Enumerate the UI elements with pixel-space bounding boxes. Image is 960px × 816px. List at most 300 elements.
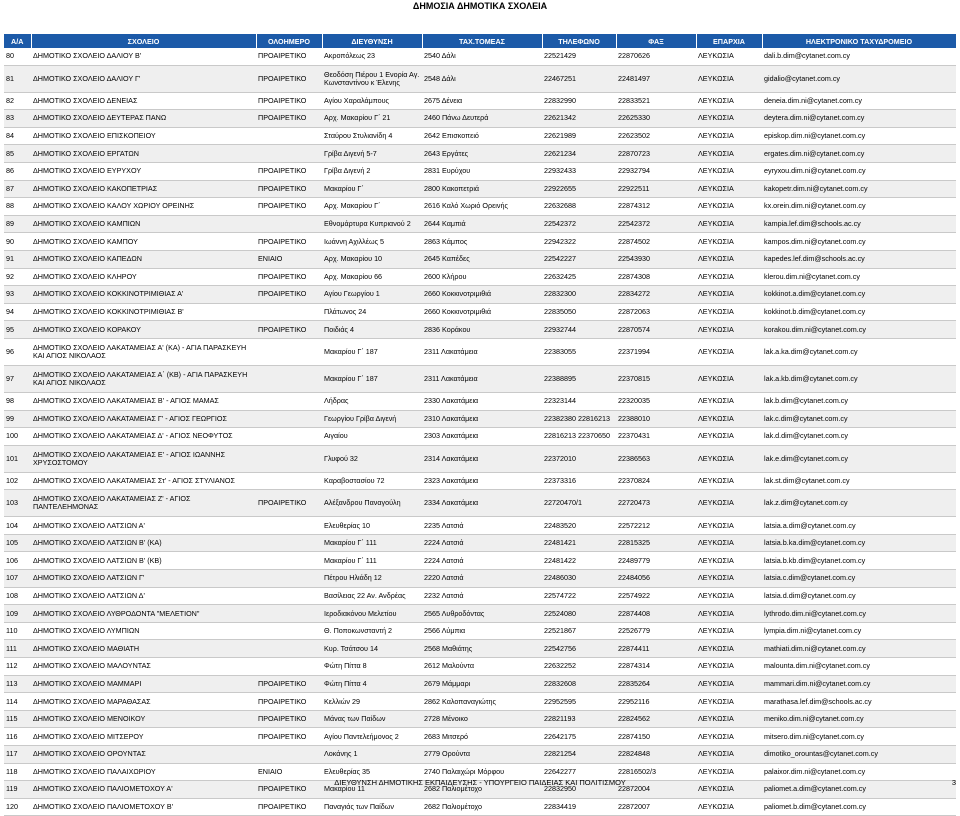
cell-district: ΛΕΥΚΩΣΙΑ — [696, 587, 762, 605]
cell-aa: 111 — [4, 640, 31, 658]
cell-postal: 2330 Λακατάμεια — [422, 392, 542, 410]
cell-fax: 22370431 — [616, 428, 696, 446]
cell-postal: 2220 Λατσιά — [422, 570, 542, 588]
cell-email: lak.z.dim@cytanet.com.cy — [762, 490, 956, 517]
cell-fullday: ΠΡΟΑΙΡΕΤΙΚΟ — [256, 781, 322, 799]
cell-district: ΛΕΥΚΩΣΙΑ — [696, 428, 762, 446]
cell-address: Ποιδιάς 4 — [322, 321, 422, 339]
cell-aa: 98 — [4, 392, 31, 410]
table-row — [4, 472, 956, 490]
table-row — [4, 410, 956, 428]
cell-postal: 2675 Δένεια — [422, 92, 542, 110]
table-row — [4, 65, 956, 92]
header-col-fullday: ΟΛΟΗΜΕΡΟ — [256, 34, 322, 48]
table-row — [4, 552, 956, 570]
cell-phone: 22821254 — [542, 746, 616, 764]
cell-fullday: ΠΡΟΑΙΡΕΤΙΚΟ — [256, 48, 322, 65]
cell-postal: 2311 Λακατάμεια — [422, 365, 542, 392]
cell-school: ΔΗΜΟΤΙΚΟ ΣΧΟΛΕΙΟ ΛΥΘΡΟΔΟΝΤΑ "ΜΕΛΕΤΙΟΝ" — [31, 605, 256, 623]
cell-postal: 2683 Μιτσερό — [422, 728, 542, 746]
cell-address: Πλάτωνος 24 — [322, 303, 422, 321]
cell-address: Γρίβα Διγενή 2 — [322, 162, 422, 180]
cell-address: Θεοδόση Πιέρου 1 Ενορία Αγ. Κωνσταντίνου κ Έλενης — [322, 65, 422, 92]
cell-address: Αρχ. Μακαρίου 66 — [322, 268, 422, 286]
cell-postal: 2831 Ευρύχου — [422, 162, 542, 180]
cell-school: ΔΗΜΟΤΙΚΟ ΣΧΟΛΕΙΟ ΔΕΝΕΙΑΣ — [31, 92, 256, 110]
cell-fullday: ΠΡΟΑΙΡΕΤΙΚΟ — [256, 490, 322, 517]
cell-district: ΛΕΥΚΩΣΙΑ — [696, 675, 762, 693]
cell-fullday — [256, 215, 322, 233]
cell-aa: 118 — [4, 763, 31, 781]
cell-fullday — [256, 127, 322, 145]
cell-aa: 106 — [4, 552, 31, 570]
cell-district: ΛΕΥΚΩΣΙΑ — [696, 303, 762, 321]
cell-aa: 93 — [4, 286, 31, 304]
cell-postal: 2643 Εργάτες — [422, 145, 542, 163]
cell-phone: 22632252 — [542, 658, 616, 676]
cell-phone: 22373316 — [542, 472, 616, 490]
cell-school: ΔΗΜΟΤΙΚΟ ΣΧΟΛΕΙΟ ΔΑΛΙΟΥ Γ' — [31, 65, 256, 92]
cell-address: Καραβοστασίου 72 — [322, 472, 422, 490]
cell-district: ΛΕΥΚΩΣΙΑ — [696, 145, 762, 163]
cell-address: Πέτρου Ηλιάδη 12 — [322, 570, 422, 588]
table-row — [4, 658, 956, 676]
cell-fullday: ΠΡΟΑΙΡΕΤΙΚΟ — [256, 693, 322, 711]
cell-district: ΛΕΥΚΩΣΙΑ — [696, 48, 762, 65]
cell-fax: 22824562 — [616, 710, 696, 728]
cell-fullday: ΠΡΟΑΙΡΕΤΙΚΟ — [256, 198, 322, 216]
cell-school: ΔΗΜΟΤΙΚΟ ΣΧΟΛΕΙΟ ΜΑΛΟΥΝΤΑΣ — [31, 658, 256, 676]
cell-email: kakopetr.dim.ni@cytanet.com.cy — [762, 180, 956, 198]
cell-phone: 22542756 — [542, 640, 616, 658]
cell-school: ΔΗΜΟΤΙΚΟ ΣΧΟΛΕΙΟ ΠΑΛΑΙΧΩΡΙΟΥ — [31, 763, 256, 781]
cell-postal: 2642 Επισκοπειό — [422, 127, 542, 145]
cell-phone: 22832950 — [542, 781, 616, 799]
cell-aa: 96 — [4, 338, 31, 365]
cell-aa: 110 — [4, 622, 31, 640]
cell-postal: 2334 Λακατάμεια — [422, 490, 542, 517]
cell-fullday — [256, 428, 322, 446]
cell-school: ΔΗΜΟΤΙΚΟ ΣΧΟΛΕΙΟ ΕΠΙΣΚΟΠΕΙΟΥ — [31, 127, 256, 145]
cell-email: kokkinot.b.dim@cytanet.com.cy — [762, 303, 956, 321]
cell-postal: 2682 Παλιομέτοχο — [422, 781, 542, 799]
cell-postal: 2310 Λακατάμεια — [422, 410, 542, 428]
table-row — [4, 605, 956, 623]
cell-address: Σταύρου Στυλιανίδη 4 — [322, 127, 422, 145]
cell-district: ΛΕΥΚΩΣΙΑ — [696, 410, 762, 428]
cell-phone: 22521429 — [542, 48, 616, 65]
cell-fax: 22388010 — [616, 410, 696, 428]
cell-district: ΛΕΥΚΩΣΙΑ — [696, 365, 762, 392]
cell-email: lak.e.dim@cytanet.com.cy — [762, 445, 956, 472]
cell-school: ΔΗΜΟΤΙΚΟ ΣΧΟΛΕΙΟ ΛΑΚΑΤΑΜΕΙΑΣ Δ' - ΑΓΙΟΣ ΝΕΟΦΥΤΟΣ — [31, 428, 256, 446]
cell-fax: 22824848 — [616, 746, 696, 764]
table-row — [4, 693, 956, 711]
cell-district: ΛΕΥΚΩΣΙΑ — [696, 127, 762, 145]
cell-fax: 22489779 — [616, 552, 696, 570]
cell-school: ΔΗΜΟΤΙΚΟ ΣΧΟΛΕΙΟ ΛΥΜΠΙΩΝ — [31, 622, 256, 640]
table-row — [4, 268, 956, 286]
cell-fullday — [256, 570, 322, 588]
cell-fullday: ΠΡΟΑΙΡΕΤΙΚΟ — [256, 321, 322, 339]
cell-fax: 22874502 — [616, 233, 696, 251]
cell-postal: 2460 Πάνω Δευτερά — [422, 110, 542, 128]
cell-fax: 22623502 — [616, 127, 696, 145]
document-footer: ΔΙΕΥΘΥΝΣΗ ΔΗΜΟΤΙΚΗΣ ΕΚΠΑΙΔΕΥΣΗΣ - ΥΠΟΥΡΓΕΙΟ ΠΑΙΔΕΙΑΣ ΚΑΙ ΠΟΛΙΤΙΣΜΟΥ — [334, 778, 626, 787]
table-row — [4, 338, 956, 365]
cell-postal: 2800 Κακοπετριά — [422, 180, 542, 198]
table-row — [4, 48, 956, 65]
table-row — [4, 286, 956, 304]
cell-aa: 88 — [4, 198, 31, 216]
cell-fax: 22320035 — [616, 392, 696, 410]
cell-email: kampos.dim.ni@cytanet.com.cy — [762, 233, 956, 251]
cell-school: ΔΗΜΟΤΙΚΟ ΣΧΟΛΕΙΟ ΔΕΥΤΕΡΑΣ ΠΑΝΩ — [31, 110, 256, 128]
cell-email: lak.a.ka.dim@cytanet.com.cy — [762, 338, 956, 365]
table-row — [4, 490, 956, 517]
cell-email: meniko.dim.ni@cytanet.com.cy — [762, 710, 956, 728]
cell-fax: 22370815 — [616, 365, 696, 392]
cell-school: ΔΗΜΟΤΙΚΟ ΣΧΟΛΕΙΟ ΜΑΡΑΘΑΣΑΣ — [31, 693, 256, 711]
cell-fax: 22870574 — [616, 321, 696, 339]
cell-aa: 83 — [4, 110, 31, 128]
cell-aa: 89 — [4, 215, 31, 233]
cell-fullday — [256, 472, 322, 490]
cell-address: Γλυφού 32 — [322, 445, 422, 472]
cell-phone: 22467251 — [542, 65, 616, 92]
cell-aa: 84 — [4, 127, 31, 145]
cell-address: Αρχ. Μακαρίου Γ΄ — [322, 198, 422, 216]
table-row — [4, 365, 956, 392]
cell-district: ΛΕΥΚΩΣΙΑ — [696, 798, 762, 816]
cell-postal: 2660 Κοκκινοτριμιθιά — [422, 303, 542, 321]
cell-address: Μακαρίου Γ΄ 187 — [322, 338, 422, 365]
cell-address: Αγίου Χαραλάμπους — [322, 92, 422, 110]
cell-phone: 22832300 — [542, 286, 616, 304]
cell-aa: 109 — [4, 605, 31, 623]
cell-phone: 22521867 — [542, 622, 616, 640]
table-row — [4, 622, 956, 640]
page-number: 3 — [951, 778, 956, 787]
cell-email: latsia.c.dim@cytanet.com.cy — [762, 570, 956, 588]
cell-fullday — [256, 552, 322, 570]
table-row — [4, 233, 956, 251]
table-row — [4, 798, 956, 816]
cell-fax: 22484056 — [616, 570, 696, 588]
cell-fax: 22542372 — [616, 215, 696, 233]
cell-district: ΛΕΥΚΩΣΙΑ — [696, 517, 762, 535]
cell-fullday — [256, 587, 322, 605]
cell-postal: 2303 Λακατάμεια — [422, 428, 542, 446]
cell-address: Λήδρας — [322, 392, 422, 410]
table-row — [4, 303, 956, 321]
cell-aa: 104 — [4, 517, 31, 535]
cell-address: Αλέξανδρου Παναγούλη — [322, 490, 422, 517]
cell-fax: 22543930 — [616, 250, 696, 268]
cell-email: latsia.a.dim@cytanet.com.cy — [762, 517, 956, 535]
cell-school: ΔΗΜΟΤΙΚΟ ΣΧΟΛΕΙΟ ΜΑΘΙΑΤΗ — [31, 640, 256, 658]
cell-aa: 112 — [4, 658, 31, 676]
cell-fullday — [256, 517, 322, 535]
cell-address: Εθνομάρτυρα Κυπριανού 2 — [322, 215, 422, 233]
cell-address: Κελλιών 29 — [322, 693, 422, 711]
cell-address: Αρχ. Μακαρίου 10 — [322, 250, 422, 268]
cell-fullday: ΠΡΟΑΙΡΕΤΙΚΟ — [256, 798, 322, 816]
cell-address: Αρχ. Μακαρίου Γ΄ 21 — [322, 110, 422, 128]
cell-phone: 22323144 — [542, 392, 616, 410]
cell-school: ΔΗΜΟΤΙΚΟ ΣΧΟΛΕΙΟ ΛΑΚΑΤΑΜΕΙΑΣ Ε' - ΑΓΙΟΣ ΙΩΑΝΝΗΣ ΧΡΥΣΟΣΤΟΜΟΥ — [31, 445, 256, 472]
cell-email: kokkinot.a.dim@cytanet.com.cy — [762, 286, 956, 304]
table-row — [4, 640, 956, 658]
cell-school: ΔΗΜΟΤΙΚΟ ΣΧΟΛΕΙΟ ΜΕΝΟΙΚΟΥ — [31, 710, 256, 728]
cell-fax: 22815325 — [616, 534, 696, 552]
cell-email: kx.orein.dim.ni@cytanet.com.cy — [762, 198, 956, 216]
document-title: ΔΗΜΟΣΙΑ ΔΗΜΟΤΙΚΑ ΣΧΟΛΕΙΑ — [412, 1, 548, 11]
cell-email: dimotiko_orountas@cytanet.com.cy — [762, 746, 956, 764]
cell-address: Μακαρίου Γ΄ 111 — [322, 534, 422, 552]
cell-email: lythrodo.dim.ni@cytanet.com.cy — [762, 605, 956, 623]
table-header-row — [4, 34, 956, 48]
table-row — [4, 534, 956, 552]
cell-email: lak.st.dim@cytanet.com.cy — [762, 472, 956, 490]
cell-aa: 114 — [4, 693, 31, 711]
header-col-aa: Α/Α — [4, 34, 31, 48]
cell-postal: 2323 Λακατάμεια — [422, 472, 542, 490]
cell-aa: 94 — [4, 303, 31, 321]
cell-fullday: ΠΡΟΑΙΡΕΤΙΚΟ — [256, 268, 322, 286]
cell-school: ΔΗΜΟΤΙΚΟ ΣΧΟΛΕΙΟ ΚΟΡΑΚΟΥ — [31, 321, 256, 339]
cell-aa: 120 — [4, 798, 31, 816]
cell-postal: 2863 Κάμπος — [422, 233, 542, 251]
cell-postal: 2679 Μάμμαρι — [422, 675, 542, 693]
cell-district: ΛΕΥΚΩΣΙΑ — [696, 286, 762, 304]
cell-aa: 80 — [4, 48, 31, 65]
cell-email: latsia.d.dim@cytanet.com.cy — [762, 587, 956, 605]
cell-phone: 22952595 — [542, 693, 616, 711]
cell-address: Ακροπόλεως 23 — [322, 48, 422, 65]
cell-fax: 22874408 — [616, 605, 696, 623]
cell-phone: 22816213 22370650 — [542, 428, 616, 446]
cell-email: lak.d.dim@cytanet.com.cy — [762, 428, 956, 446]
cell-fax: 22526779 — [616, 622, 696, 640]
cell-fax: 22386563 — [616, 445, 696, 472]
cell-fullday — [256, 365, 322, 392]
table-row — [4, 92, 956, 110]
cell-email: marathasa.lef.dim@schools.ac.cy — [762, 693, 956, 711]
cell-email: dali.b.dim@cytanet.com.cy — [762, 48, 956, 65]
table-row — [4, 198, 956, 216]
cell-address: Γρίβα Διγενή 5-7 — [322, 145, 422, 163]
cell-fax: 22816502/3 — [616, 763, 696, 781]
cell-phone: 22481421 — [542, 534, 616, 552]
cell-fullday: ΠΡΟΑΙΡΕΤΙΚΟ — [256, 233, 322, 251]
cell-fax: 22872063 — [616, 303, 696, 321]
cell-district: ΛΕΥΚΩΣΙΑ — [696, 693, 762, 711]
table-row — [4, 710, 956, 728]
cell-fullday: ΠΡΟΑΙΡΕΤΙΚΟ — [256, 65, 322, 92]
cell-phone: 22372010 — [542, 445, 616, 472]
cell-postal: 2232 Λατσιά — [422, 587, 542, 605]
table-row — [4, 445, 956, 472]
cell-fullday — [256, 605, 322, 623]
cell-phone: 22542227 — [542, 250, 616, 268]
cell-email: mammari.dim.ni@cytanet.com.cy — [762, 675, 956, 693]
cell-postal: 2660 Κοκκινοτριμιθιά — [422, 286, 542, 304]
cell-district: ΛΕΥΚΩΣΙΑ — [696, 552, 762, 570]
cell-phone: 22621342 — [542, 110, 616, 128]
cell-fullday: ΠΡΟΑΙΡΕΤΙΚΟ — [256, 675, 322, 693]
table-row — [4, 428, 956, 446]
cell-aa: 87 — [4, 180, 31, 198]
cell-aa: 91 — [4, 250, 31, 268]
table-row — [4, 728, 956, 746]
cell-fax: 22835264 — [616, 675, 696, 693]
header-col-email: ΗΛΕΚΤΡΟΝΙΚΟ ΤΑΧΥΔΡΟΜΕΙΟ — [762, 34, 956, 48]
cell-district: ΛΕΥΚΩΣΙΑ — [696, 472, 762, 490]
cell-fullday — [256, 145, 322, 163]
cell-email: latsia.b.kb.dim@cytanet.com.cy — [762, 552, 956, 570]
cell-district: ΛΕΥΚΩΣΙΑ — [696, 268, 762, 286]
cell-email: ergates.dim.ni@cytanet.com.cy — [762, 145, 956, 163]
cell-district: ΛΕΥΚΩΣΙΑ — [696, 763, 762, 781]
cell-fax: 22874312 — [616, 198, 696, 216]
cell-school: ΔΗΜΟΤΙΚΟ ΣΧΟΛΕΙΟ ΚΟΚΚΙΝΟΤΡΙΜΙΘΙΑΣ Β' — [31, 303, 256, 321]
cell-phone: 22922655 — [542, 180, 616, 198]
cell-school: ΔΗΜΟΤΙΚΟ ΣΧΟΛΕΙΟ ΛΑΚΑΤΑΜΕΙΑΣ Α΄ (ΚΒ) - ΑΓΙΑ ΠΑΡΑΣΚΕΥΗ ΚΑΙ ΑΓΙΟΣ ΝΙΚΟΛΑΟΣ — [31, 365, 256, 392]
cell-email: lak.a.kb.dim@cytanet.com.cy — [762, 365, 956, 392]
cell-fullday: ΠΡΟΑΙΡΕΤΙΚΟ — [256, 710, 322, 728]
cell-fullday — [256, 746, 322, 764]
cell-phone: 22942322 — [542, 233, 616, 251]
table-row — [4, 110, 956, 128]
cell-phone: 22621989 — [542, 127, 616, 145]
cell-fullday: ΠΡΟΑΙΡΕΤΙΚΟ — [256, 286, 322, 304]
cell-district: ΛΕΥΚΩΣΙΑ — [696, 215, 762, 233]
cell-address: Φώτη Πίττα 8 — [322, 658, 422, 676]
cell-district: ΛΕΥΚΩΣΙΑ — [696, 640, 762, 658]
cell-address: Θ. Ποποκωνσταντή 2 — [322, 622, 422, 640]
cell-postal: 2616 Καλό Χωριό Ορεινής — [422, 198, 542, 216]
cell-email: klerou.dim.ni@cytanet.com.cy — [762, 268, 956, 286]
cell-postal: 2779 Ορούντα — [422, 746, 542, 764]
cell-email: korakou.dim.ni@cytanet.com.cy — [762, 321, 956, 339]
cell-school: ΔΗΜΟΤΙΚΟ ΣΧΟΛΕΙΟ ΔΑΛΙΟΥ Β' — [31, 48, 256, 65]
cell-school: ΔΗΜΟΤΙΚΟ ΣΧΟΛΕΙΟ ΛΑΚΑΤΑΜΕΙΑΣ Γ' - ΑΓΙΟΣ ΓΕΩΡΓΙΟΣ — [31, 410, 256, 428]
table-row — [4, 145, 956, 163]
cell-postal: 2565 Λυθροδόντας — [422, 605, 542, 623]
cell-fullday: ΠΡΟΑΙΡΕΤΙΚΟ — [256, 180, 322, 198]
cell-fax: 22572212 — [616, 517, 696, 535]
cell-postal: 2644 Καμπιά — [422, 215, 542, 233]
cell-email: deneia.dim.ni@cytanet.com.cy — [762, 92, 956, 110]
cell-fax: 22834272 — [616, 286, 696, 304]
cell-school: ΔΗΜΟΤΙΚΟ ΣΧΟΛΕΙΟ ΜΑΜΜΑΡΙ — [31, 675, 256, 693]
cell-phone: 22632425 — [542, 268, 616, 286]
table-row — [4, 321, 956, 339]
cell-aa: 100 — [4, 428, 31, 446]
table-row — [4, 392, 956, 410]
cell-fax: 22625330 — [616, 110, 696, 128]
cell-aa: 101 — [4, 445, 31, 472]
cell-address: Ελευθερίας 10 — [322, 517, 422, 535]
header-col-district: ΕΠΑΡΧΙΑ — [696, 34, 762, 48]
cell-address: Αγίου Παντελεήμονος 2 — [322, 728, 422, 746]
cell-aa: 86 — [4, 162, 31, 180]
cell-postal: 2568 Μαθιάτης — [422, 640, 542, 658]
cell-district: ΛΕΥΚΩΣΙΑ — [696, 180, 762, 198]
cell-district: ΛΕΥΚΩΣΙΑ — [696, 445, 762, 472]
cell-district: ΛΕΥΚΩΣΙΑ — [696, 658, 762, 676]
cell-fax: 22720473 — [616, 490, 696, 517]
cell-district: ΛΕΥΚΩΣΙΑ — [696, 65, 762, 92]
cell-postal: 2740 Παλαιχώρι Μόρφου — [422, 763, 542, 781]
cell-school: ΔΗΜΟΤΙΚΟ ΣΧΟΛΕΙΟ ΚΛΗΡΟΥ — [31, 268, 256, 286]
cell-phone: 22574722 — [542, 587, 616, 605]
table-row — [4, 127, 956, 145]
cell-email: malounta.dim.ni@cytanet.com.cy — [762, 658, 956, 676]
cell-fullday — [256, 445, 322, 472]
table-row — [4, 517, 956, 535]
cell-email: lak.b.dim@cytanet.com.cy — [762, 392, 956, 410]
cell-fax: 22952116 — [616, 693, 696, 711]
cell-postal: 2612 Μαλούντα — [422, 658, 542, 676]
cell-phone: 22720470/1 — [542, 490, 616, 517]
cell-phone: 22524080 — [542, 605, 616, 623]
cell-phone: 22486030 — [542, 570, 616, 588]
cell-address: Λοκάνης 1 — [322, 746, 422, 764]
cell-email: latsia.b.ka.dim@cytanet.com.cy — [762, 534, 956, 552]
cell-fax: 22874308 — [616, 268, 696, 286]
cell-district: ΛΕΥΚΩΣΙΑ — [696, 92, 762, 110]
cell-postal: 2600 Κλήρου — [422, 268, 542, 286]
cell-aa: 103 — [4, 490, 31, 517]
cell-fax: 22370824 — [616, 472, 696, 490]
cell-aa: 107 — [4, 570, 31, 588]
cell-school: ΔΗΜΟΤΙΚΟ ΣΧΟΛΕΙΟ ΚΑΜΠΟΥ — [31, 233, 256, 251]
cell-phone: 22382380 22816213 — [542, 410, 616, 428]
cell-fullday — [256, 622, 322, 640]
cell-school: ΔΗΜΟΤΙΚΟ ΣΧΟΛΕΙΟ ΛΑΤΣΙΩΝ Γ' — [31, 570, 256, 588]
cell-postal: 2540 Δάλι — [422, 48, 542, 65]
cell-aa: 117 — [4, 746, 31, 764]
table-row — [4, 746, 956, 764]
cell-fax: 22922511 — [616, 180, 696, 198]
cell-fax: 22833521 — [616, 92, 696, 110]
cell-aa: 115 — [4, 710, 31, 728]
cell-aa: 105 — [4, 534, 31, 552]
cell-postal: 2566 Λύμπια — [422, 622, 542, 640]
cell-phone: 22642175 — [542, 728, 616, 746]
cell-postal: 2836 Κοράκου — [422, 321, 542, 339]
cell-school: ΔΗΜΟΤΙΚΟ ΣΧΟΛΕΙΟ ΠΑΛΙΟΜΕΤΟΧΟΥ Α' — [31, 781, 256, 799]
table-row — [4, 250, 956, 268]
cell-email: episkop.dim.ni@cytanet.com.cy — [762, 127, 956, 145]
cell-school: ΔΗΜΟΤΙΚΟ ΣΧΟΛΕΙΟ ΛΑΚΑΤΑΜΕΙΑΣ Α' (ΚΑ) - ΑΓΙΑ ΠΑΡΑΣΚΕΥΗ ΚΑΙ ΑΓΙΟΣ ΝΙΚΟΛΑΟΣ — [31, 338, 256, 365]
cell-address: Ελευθερίας 35 — [322, 763, 422, 781]
cell-postal: 2862 Καλοπαναγιώτης — [422, 693, 542, 711]
cell-fullday — [256, 303, 322, 321]
cell-school: ΔΗΜΟΤΙΚΟ ΣΧΟΛΕΙΟ ΛΑΤΣΙΩΝ Β' (ΚΒ) — [31, 552, 256, 570]
cell-postal: 2728 Μένοικο — [422, 710, 542, 728]
header-col-phone: ΤΗΛΕΦΩΝΟ — [542, 34, 616, 48]
cell-district: ΛΕΥΚΩΣΙΑ — [696, 570, 762, 588]
cell-aa: 81 — [4, 65, 31, 92]
cell-address: Μάνας των Παίδων — [322, 710, 422, 728]
cell-phone: 22483520 — [542, 517, 616, 535]
cell-district: ΛΕΥΚΩΣΙΑ — [696, 534, 762, 552]
cell-phone: 22832990 — [542, 92, 616, 110]
cell-school: ΔΗΜΟΤΙΚΟ ΣΧΟΛΕΙΟ ΚΑΛΟΥ ΧΩΡΙΟΥ ΟΡΕΙΝΗΣ — [31, 198, 256, 216]
